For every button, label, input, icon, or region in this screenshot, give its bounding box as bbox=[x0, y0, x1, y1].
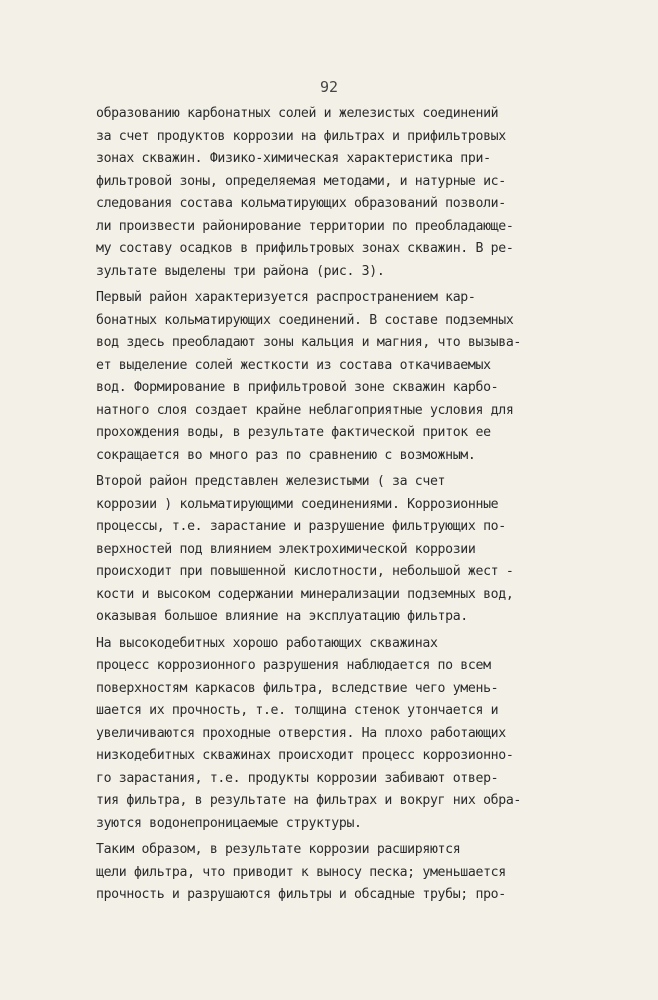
text-line: прочность и разрушаются фильтры и обсадные трубы; про- bbox=[96, 887, 506, 902]
document-body bbox=[96, 103, 596, 907]
text-line: за счет продуктов коррозии на фильтрах и прифильтровых bbox=[96, 128, 506, 144]
text-line: оказывая большое влияние на эксплуатацию фильтра. bbox=[96, 609, 468, 624]
text-line: Таким образом, в результате коррозии расширяются bbox=[96, 842, 461, 857]
text-line: шается их прочность, т.е. толщина стенок утончается и bbox=[96, 703, 499, 718]
paragraph-3 bbox=[96, 471, 596, 629]
text-line: го зарастания, т.е. продукты коррозии забивают отвер- bbox=[96, 770, 499, 786]
text-line: зультате выделены три района (рис. 3). bbox=[96, 263, 385, 279]
paragraph-2 bbox=[96, 287, 596, 467]
text-line: тия фильтра, в результате на фильтрах и вокруг них обра- bbox=[96, 793, 522, 808]
text-line: вод. Формирование в прифильтровой зоне скважин карбо- bbox=[96, 380, 499, 395]
page-number: 92 bbox=[319, 78, 339, 96]
text-line: натного слоя создает крайне неблагоприятные условия для bbox=[96, 402, 514, 418]
text-line: процессы, т.е. зарастание и разрушение фильтрующих по- bbox=[96, 519, 506, 534]
text-line: щели фильтра, что приводит к выносу песка; уменьшается bbox=[96, 864, 506, 880]
text-line: прохождения воды, в результате фактической приток ее bbox=[96, 425, 491, 440]
text-line: следования состава кольматирующих образований позволи- bbox=[96, 196, 506, 211]
text-line: увеличиваются проходные отверстия. На плохо работающих bbox=[96, 725, 506, 741]
text-line: кости и высоком содержании минерализации подземных вод, bbox=[96, 586, 514, 602]
text-line: ет выделение солей жесткости из состава откачиваемых bbox=[96, 357, 491, 373]
text-line: происходит при повышенной кислотности, небольшой жест - bbox=[96, 564, 514, 579]
text-line: ли произвести районирование территории по преобладающе- bbox=[96, 218, 514, 234]
text-line: зуются водонепроницаемые структуры. bbox=[96, 815, 362, 831]
text-line: фильтровой зоны, определяемая методами, и натурные ис- bbox=[96, 173, 506, 189]
text-line: сокращается во много раз по сравнению с возможным. bbox=[96, 447, 476, 463]
text-line: процесс коррозионного разрушения наблюдается по всем bbox=[96, 658, 491, 673]
text-line: коррозии ) кольматирующими соединениями. Коррозионные bbox=[96, 496, 499, 512]
text-line: Второй район представлен железистыми ( за счет bbox=[96, 474, 446, 489]
text-line: Первый район характеризуется распространением кар- bbox=[96, 290, 476, 305]
text-line: му составу осадков в прифильтровых зонах скважин. В ре- bbox=[96, 241, 514, 256]
text-line: образованию карбонатных солей и железистых соединений bbox=[96, 106, 499, 121]
text-line: зонах скважин. Физико-химическая характеристика при- bbox=[96, 151, 491, 166]
paragraph-5 bbox=[96, 839, 596, 907]
text-line: низкодебитных скважинах происходит процесс коррозионно- bbox=[96, 748, 514, 763]
text-line: поверхностям каркасов фильтра, вследствие чего умень- bbox=[96, 680, 499, 696]
paragraph-4 bbox=[96, 633, 596, 836]
text-line: На высокодебитных хорошо работающих скважинах bbox=[96, 635, 438, 651]
text-line: верхностей под влиянием электрохимической коррозии bbox=[96, 541, 476, 557]
paragraph-1 bbox=[96, 103, 596, 283]
text-line: бонатных кольматирующих соединений. В составе подземных bbox=[96, 312, 514, 328]
text-line: вод здесь преобладают зоны кальция и магния, что вызыва- bbox=[96, 335, 522, 350]
